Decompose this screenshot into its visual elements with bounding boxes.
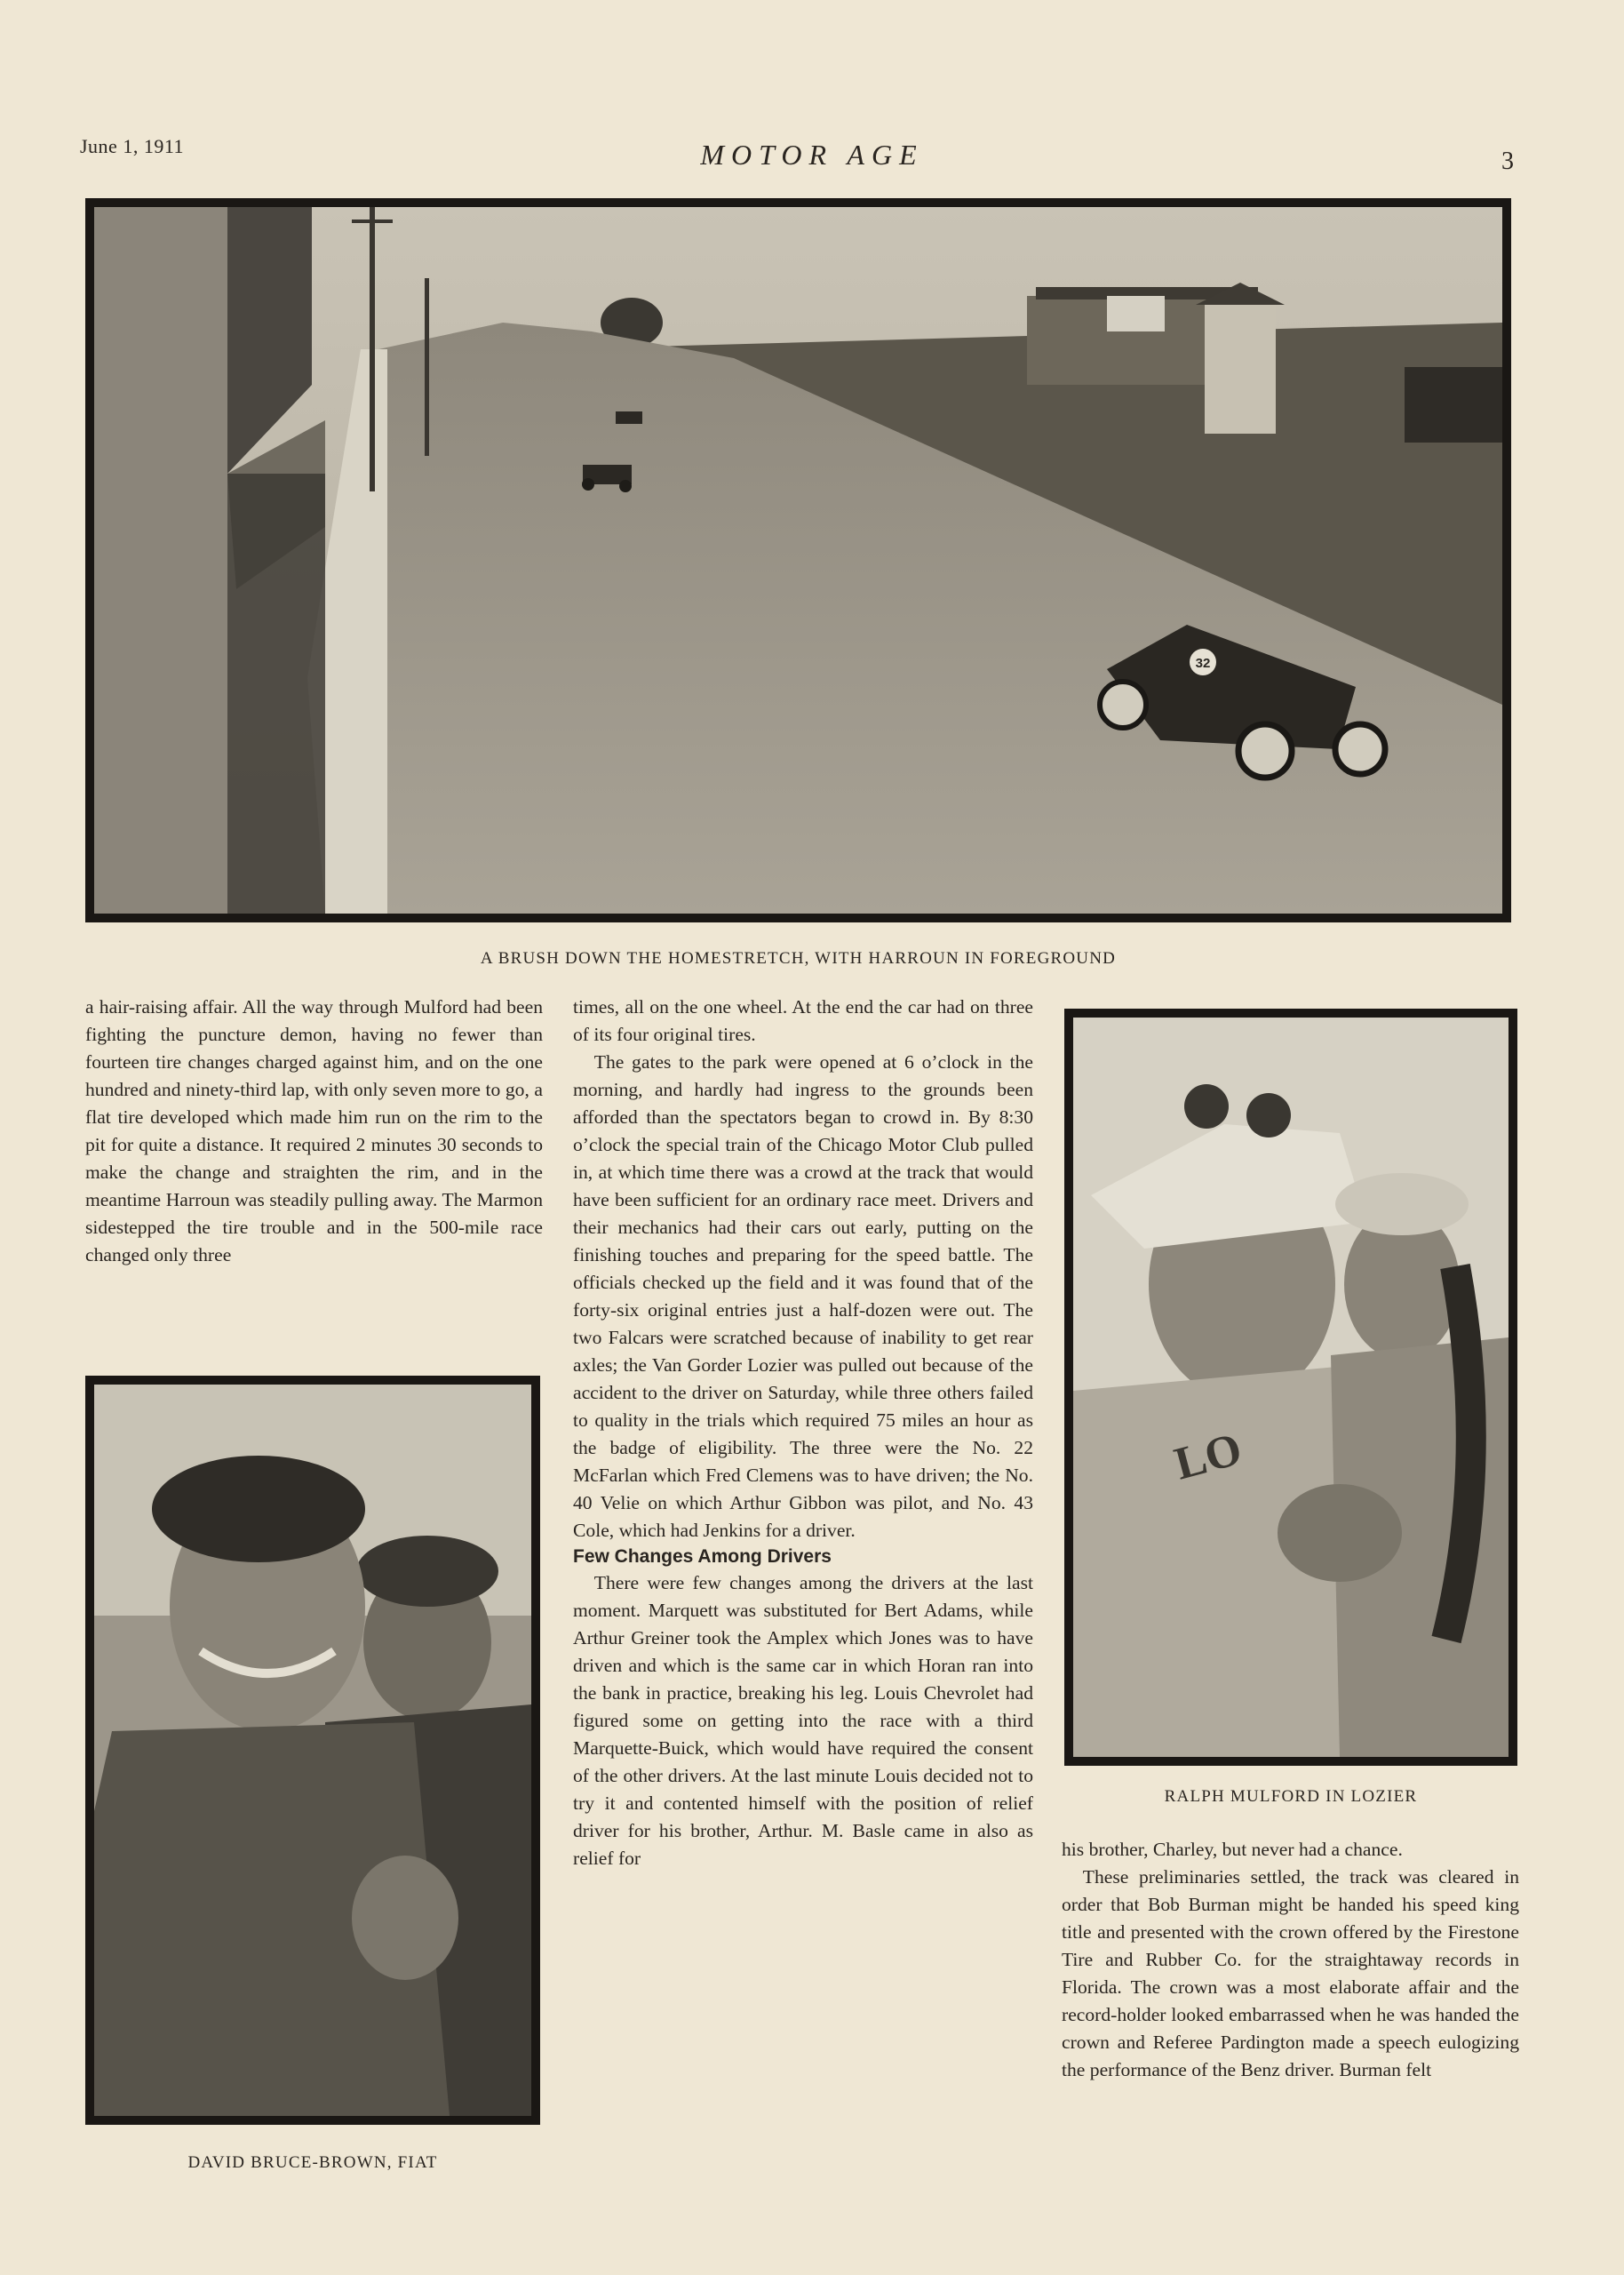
paragraph: his brother, Charley, but never had a chance. xyxy=(1062,1839,1403,1860)
page-number: 3 xyxy=(1501,148,1514,175)
column-1 xyxy=(85,994,543,1269)
column-2 xyxy=(573,994,1033,1872)
section-subhead: Few Changes Among Drivers xyxy=(573,1546,832,1567)
track-photo xyxy=(85,198,1511,922)
car-number: 32 xyxy=(1195,656,1211,671)
mulford-photo-image xyxy=(1073,1018,1509,1757)
paragraph: The gates to the park were opened at 6 o’clock in the morning, and hardly had ingress to the grounds been afforded than the spectators began to crowd in. By 8:30 o’clock the special train of the Chicago Motor Club pulled in, at which time there was a crowd at the track that would have been sufficient for an ordinary race meet. Drivers and their mechanics had their cars out early, putting on the finishing touches and preparing for the speed battle. The officials checked up the field and it was found that of the forty-six original entries just a half-dozen were out. The two Falcars were scratched because of inability to get rear axles; the Van Gorder Lozier was pulled out because of the accident to the driver on Saturday, while three others failed to quality in the trials which required 75 miles an hour as the badge of eligibility. The three were the No. 22 McFarlan which Fred Clemens was to have driven; the No. 40 Velie on which Arthur Gibbon was pilot, and No. 43 Cole, which had Jenkins for a driver. xyxy=(573,1051,1033,1541)
track-photo-image xyxy=(94,207,1502,914)
right-photo-caption: RALPH MULFORD IN LOZIER xyxy=(1164,1787,1418,1806)
top-photo-caption: A BRUSH DOWN THE HOMESTRETCH, WITH HARROUN IN FOREGROUND xyxy=(480,949,1117,968)
bruce-brown-photo-image xyxy=(94,1385,531,2116)
paragraph: a hair-raising affair. All the way through Mulford had been fighting the puncture demon, having no fewer than fourteen tire changes charged against him, and on the one hundred and ninety-third lap, with only seven more to go, a flat tire developed which made him run on the rim to the pit for quite a distance. It required 2 minutes 30 seconds to make the change and straighten the rim, and in the meantime Harroun was steadily pulling away. The Marmon sidestepped the tire trouble and in the 500-mile race changed only three xyxy=(85,996,543,1265)
magazine-title: MOTOR AGE xyxy=(700,139,924,171)
paragraph: These preliminaries settled, the track was cleared in order that Bob Burman might be handed his speed king title and presented with the crown offered by the Firestone Tire and Rubber Co. for the straightaway records in Florida. The crown was a most elaborate affair and the record-holder looked embarrassed when he was handed the crown and Referee Pardington made a speech eulogizing the performance of the Benz driver. Burman felt xyxy=(1062,1866,1519,2080)
column-3 xyxy=(1062,1836,1519,2084)
paragraph: There were few changes among the drivers at the last moment. Marquett was substituted for Bert Adams, while Arthur Greiner took the Amplex which Jones was to have driven and which is the same car in which Horan ran into the bank in practice, breaking his leg. Louis Chevrolet had figured some on getting into the race with a third Marquette-Buick, which would have required the consent of the other drivers. At the last minute Louis decided not to try it and contented himself with the position of relief driver for his brother, Arthur. M. Basle came in also as relief for xyxy=(573,1572,1033,1869)
mulford-photo xyxy=(1064,1009,1517,1766)
paragraph: times, all on the one wheel. At the end the car had on three of its four original tires. xyxy=(573,996,1033,1045)
header-date: June 1, 1911 xyxy=(80,135,185,157)
bruce-brown-photo xyxy=(85,1376,540,2125)
svg-text:LO: LO xyxy=(1169,1424,1247,1490)
left-photo-caption: DAVID BRUCE-BROWN, FIAT xyxy=(187,2153,438,2172)
